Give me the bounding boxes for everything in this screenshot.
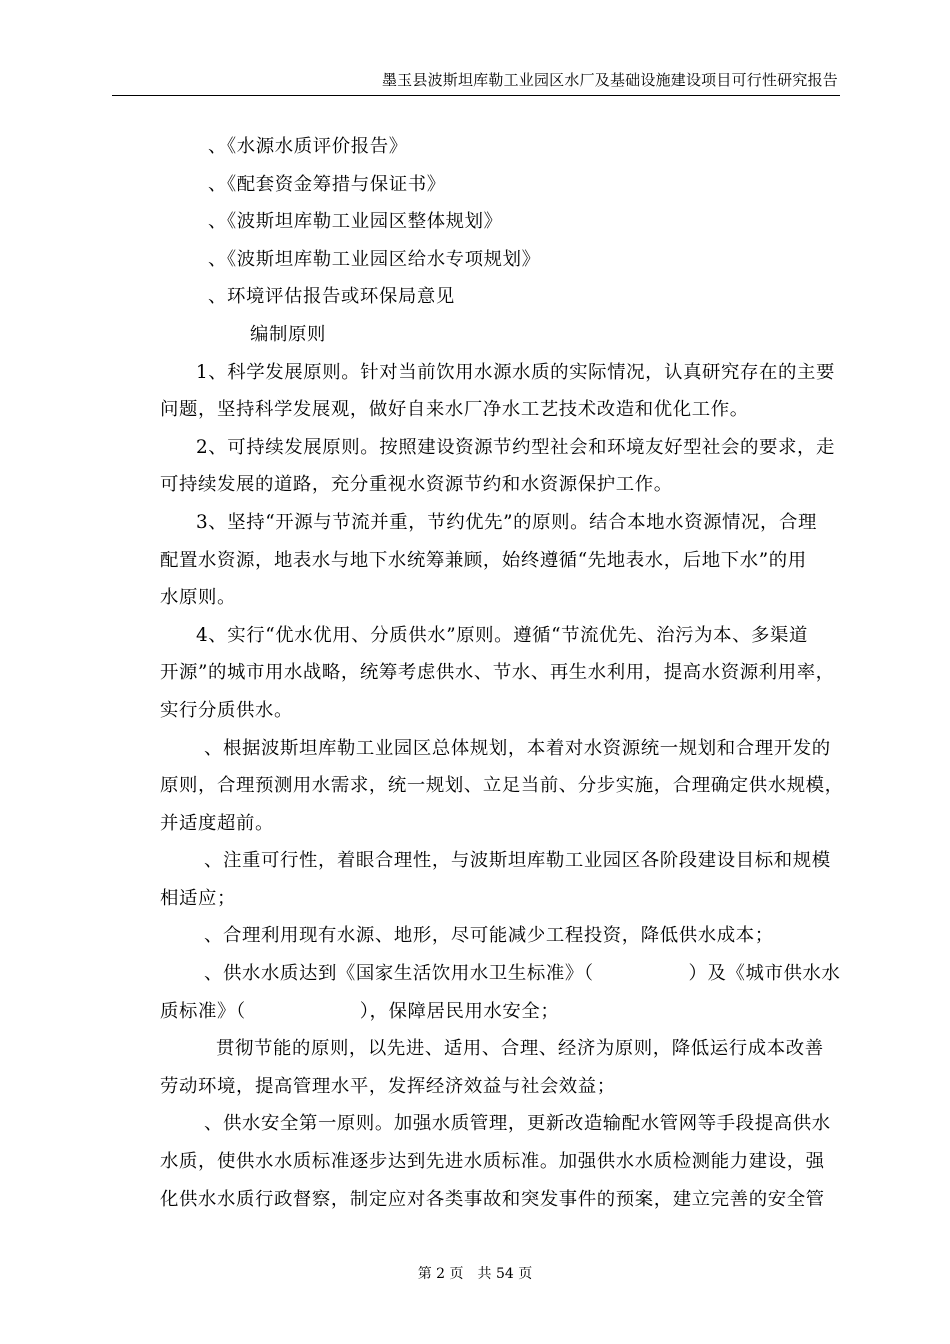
paragraph-line: 相适应； bbox=[160, 887, 236, 909]
document-body bbox=[160, 128, 844, 1218]
reference-list-item: 、《波斯坦库勒工业园区整体规划》 bbox=[208, 211, 503, 233]
paragraph-line: 水原则。 bbox=[160, 587, 236, 609]
paragraph-line: 原则，合理预测用水需求，统一规划、立足当前、分步实施，合理确定供水规模， bbox=[160, 775, 844, 797]
paragraph-line: 、供水安全第一原则。加强水质管理，更新改造输配水管网等手段提高供水 bbox=[204, 1113, 831, 1135]
paragraph-line: 问题，坚持科学发展观，做好自来水厂净水工艺技术改造和优化工作。 bbox=[160, 399, 749, 421]
header-divider bbox=[112, 95, 840, 96]
paragraph-line: 4、实行“优水优用、分质供水”原则。遵循“节流优先、治污为本、多渠道 bbox=[196, 624, 809, 646]
reference-list-item: 、《配套资金筹措与保证书》 bbox=[208, 173, 446, 195]
paragraph-line: 1、科学发展原则。针对当前饮用水源水质的实际情况，认真研究存在的主要 bbox=[196, 361, 835, 383]
paragraph-line: 可持续发展的道路，充分重视水资源节约和水资源保护工作。 bbox=[160, 474, 673, 496]
paragraph-line: 、合理利用现有水源、地形，尽可能减少工程投资，降低供水成本； bbox=[204, 925, 774, 947]
paragraph-line: 、根据波斯坦库勒工业园区总体规划，本着对水资源统一规划和合理开发的 bbox=[204, 737, 831, 759]
paragraph-line: 配置水资源，地表水与地下水统筹兼顾，始终遵循“先地表水，后地下水”的用 bbox=[160, 549, 807, 571]
page-number-footer: 第 2 页 共 54 页 bbox=[417, 1266, 533, 1282]
paragraph-line: 质标准》（ ），保障居民用水安全； bbox=[160, 1000, 560, 1022]
section-heading: 编制原则 bbox=[250, 323, 326, 345]
reference-list-item: 、《水源水质评价报告》 bbox=[208, 136, 408, 157]
paragraph-line: 3、坚持“开源与节流并重，节约优先”的原则。结合本地水资源情况，合理 bbox=[196, 511, 818, 533]
reference-list-item: 、环境评估报告或环保局意见 bbox=[208, 286, 455, 308]
paragraph-line: 实行分质供水。 bbox=[160, 699, 293, 721]
paragraph-line: 开源”的城市用水战略，统筹考虑供水、节水、再生水利用，提高水资源利用率， bbox=[160, 662, 835, 684]
paragraph-line: 并适度超前。 bbox=[160, 812, 274, 834]
paragraph-line: 水质，使供水水质标准逐步达到先进水质标准。加强供水水质检测能力建设，强 bbox=[160, 1151, 825, 1173]
paragraph-line: 贯彻节能的原则，以先进、适用、合理、经济为原则，降低运行成本改善 bbox=[216, 1038, 824, 1060]
paragraph-line: 劳动环境，提高管理水平，发挥经济效益与社会效益； bbox=[160, 1075, 616, 1097]
paragraph-line: 、注重可行性，着眼合理性，与波斯坦库勒工业园区各阶段建设目标和规模 bbox=[204, 850, 831, 872]
paragraph-line: 2、可持续发展原则。按照建设资源节约型社会和环境友好型社会的要求，走 bbox=[196, 436, 835, 458]
running-header-title: 墨玉县波斯坦库勒工业园区水厂及基础设施建设项目可行性研究报告 bbox=[381, 71, 838, 89]
paragraph-line: 、供水水质达到《国家生活饮用水卫生标准》（ ）及《城市供水水 bbox=[204, 963, 841, 985]
reference-list-item: 、《波斯坦库勒工业园区给水专项规划》 bbox=[208, 248, 541, 270]
paragraph-line: 化供水水质行政督察，制定应对各类事故和突发事件的预案，建立完善的安全管 bbox=[160, 1188, 825, 1210]
